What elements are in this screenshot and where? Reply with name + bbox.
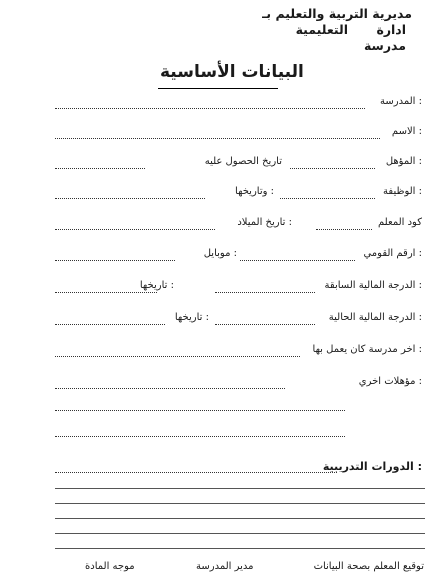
job-field-label: الوظيفة : xyxy=(383,186,422,197)
other-qualifications-label: مؤهلات اخري : xyxy=(358,376,422,387)
prev-grade-date-line[interactable] xyxy=(55,292,157,293)
educational-label: التعليمية xyxy=(295,22,348,37)
curr-grade-line[interactable] xyxy=(215,324,315,325)
title-underline xyxy=(158,88,278,89)
directorate-label: مديرية التربية والتعليم بـ xyxy=(262,6,412,21)
job-date-line[interactable] xyxy=(55,198,205,199)
prev-grade-line[interactable] xyxy=(215,292,315,293)
training-courses-line-5[interactable] xyxy=(55,533,425,534)
teacher-code-label: كود المعلم xyxy=(378,217,422,228)
qualification-date-label: تاريخ الحصول عليه xyxy=(204,156,282,167)
name-field-label: الاسم : xyxy=(391,126,422,137)
teacher-code-line[interactable] xyxy=(316,229,372,230)
training-courses-line-6[interactable] xyxy=(55,548,425,549)
school-header-label: مدرسة xyxy=(363,38,406,53)
administration-label: ادارة xyxy=(376,22,406,37)
curr-grade-date-label: تاريخها : xyxy=(174,312,209,323)
qualification-field-label: المؤهل : xyxy=(385,156,422,167)
qualification-field-line[interactable] xyxy=(290,168,375,169)
birth-date-line[interactable] xyxy=(55,229,215,230)
training-courses-line-3[interactable] xyxy=(55,503,425,504)
training-courses-line-2[interactable] xyxy=(55,488,425,489)
birth-date-label: تاريخ الميلاد : xyxy=(237,217,292,228)
job-date-label: وتاريخها : xyxy=(235,186,274,197)
last-school-line[interactable] xyxy=(55,356,300,357)
page-title: البيانات الأساسية xyxy=(160,62,304,82)
name-field-line[interactable] xyxy=(55,138,380,139)
qualification-date-line[interactable] xyxy=(55,168,145,169)
national-id-label: ارقم القومي : xyxy=(363,248,422,259)
supervisor-signature-label: موجه المادة xyxy=(85,561,135,572)
prev-grade-date-label: تاريخها : xyxy=(139,280,174,291)
curr-grade-label: الدرجة المالية الحالية : xyxy=(328,312,422,323)
mobile-line[interactable] xyxy=(55,260,175,261)
prev-grade-label: الدرجة المالية السابقة : xyxy=(324,280,422,291)
other-qualifications-line-1[interactable] xyxy=(55,388,285,389)
school-field-label: المدرسة : xyxy=(380,96,422,107)
training-courses-line-1[interactable] xyxy=(55,472,337,473)
other-qualifications-line-2[interactable] xyxy=(55,410,345,411)
school-field-line[interactable] xyxy=(55,108,365,109)
national-id-line[interactable] xyxy=(240,260,355,261)
training-courses-label: الدورات التدريبية : xyxy=(322,460,422,473)
job-field-line[interactable] xyxy=(280,198,375,199)
principal-signature-label: مدير المدرسة xyxy=(196,561,254,572)
mobile-label: موبايل : xyxy=(203,248,237,259)
other-qualifications-line-3[interactable] xyxy=(55,436,345,437)
curr-grade-date-line[interactable] xyxy=(55,324,165,325)
last-school-label: اخر مدرسة كان يعمل بها : xyxy=(312,344,422,355)
teacher-signature-label: توقيع المعلم بصحة البيانات xyxy=(313,561,424,572)
training-courses-line-4[interactable] xyxy=(55,518,425,519)
